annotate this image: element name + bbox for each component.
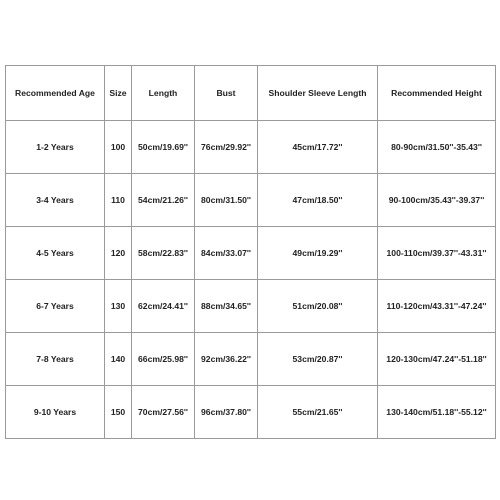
- table-row: [6, 280, 496, 333]
- cell-shoulder-sleeve-length: 45cm/17.72'': [258, 121, 378, 174]
- cell-shoulder-sleeve-length: 47cm/18.50'': [258, 174, 378, 227]
- cell-recommended-height: 80-90cm/31.50''-35.43'': [378, 121, 496, 174]
- cell-length: 58cm/22.83'': [132, 227, 195, 280]
- cell-bust: 92cm/36.22'': [195, 333, 258, 386]
- cell-size: 110: [105, 174, 132, 227]
- cell-length: 54cm/21.26'': [132, 174, 195, 227]
- cell-age: 3-4 Years: [6, 174, 105, 227]
- header-bust: Bust: [195, 66, 258, 121]
- cell-bust: 84cm/33.07'': [195, 227, 258, 280]
- cell-recommended-height: 100-110cm/39.37''-43.31'': [378, 227, 496, 280]
- cell-bust: 76cm/29.92'': [195, 121, 258, 174]
- cell-recommended-height: 130-140cm/51.18''-55.12'': [378, 386, 496, 439]
- cell-recommended-height: 90-100cm/35.43''-39.37'': [378, 174, 496, 227]
- cell-age: 6-7 Years: [6, 280, 105, 333]
- cell-bust: 80cm/31.50'': [195, 174, 258, 227]
- cell-age: 1-2 Years: [6, 121, 105, 174]
- table-row: [6, 386, 496, 439]
- cell-age: 9-10 Years: [6, 386, 105, 439]
- cell-size: 120: [105, 227, 132, 280]
- table-row: [6, 174, 496, 227]
- cell-size: 100: [105, 121, 132, 174]
- cell-recommended-height: 120-130cm/47.24''-51.18'': [378, 333, 496, 386]
- cell-size: 130: [105, 280, 132, 333]
- header-size: Size: [105, 66, 132, 121]
- cell-recommended-height: 110-120cm/43.31''-47.24'': [378, 280, 496, 333]
- cell-shoulder-sleeve-length: 53cm/20.87'': [258, 333, 378, 386]
- cell-size: 150: [105, 386, 132, 439]
- cell-length: 50cm/19.69'': [132, 121, 195, 174]
- cell-age: 4-5 Years: [6, 227, 105, 280]
- table-header-row: [6, 66, 496, 121]
- cell-bust: 96cm/37.80'': [195, 386, 258, 439]
- header-shoulder-sleeve-length: Shoulder Sleeve Length: [258, 66, 378, 121]
- header-recommended-age: Recommended Age: [6, 66, 105, 121]
- cell-size: 140: [105, 333, 132, 386]
- cell-length: 70cm/27.56'': [132, 386, 195, 439]
- cell-length: 62cm/24.41'': [132, 280, 195, 333]
- cell-shoulder-sleeve-length: 49cm/19.29'': [258, 227, 378, 280]
- size-chart-table: [5, 65, 496, 439]
- header-length: Length: [132, 66, 195, 121]
- cell-bust: 88cm/34.65'': [195, 280, 258, 333]
- cell-shoulder-sleeve-length: 51cm/20.08'': [258, 280, 378, 333]
- table-row: [6, 121, 496, 174]
- cell-shoulder-sleeve-length: 55cm/21.65'': [258, 386, 378, 439]
- cell-age: 7-8 Years: [6, 333, 105, 386]
- header-recommended-height: Recommended Height: [378, 66, 496, 121]
- table-row: [6, 333, 496, 386]
- cell-length: 66cm/25.98'': [132, 333, 195, 386]
- table-row: [6, 227, 496, 280]
